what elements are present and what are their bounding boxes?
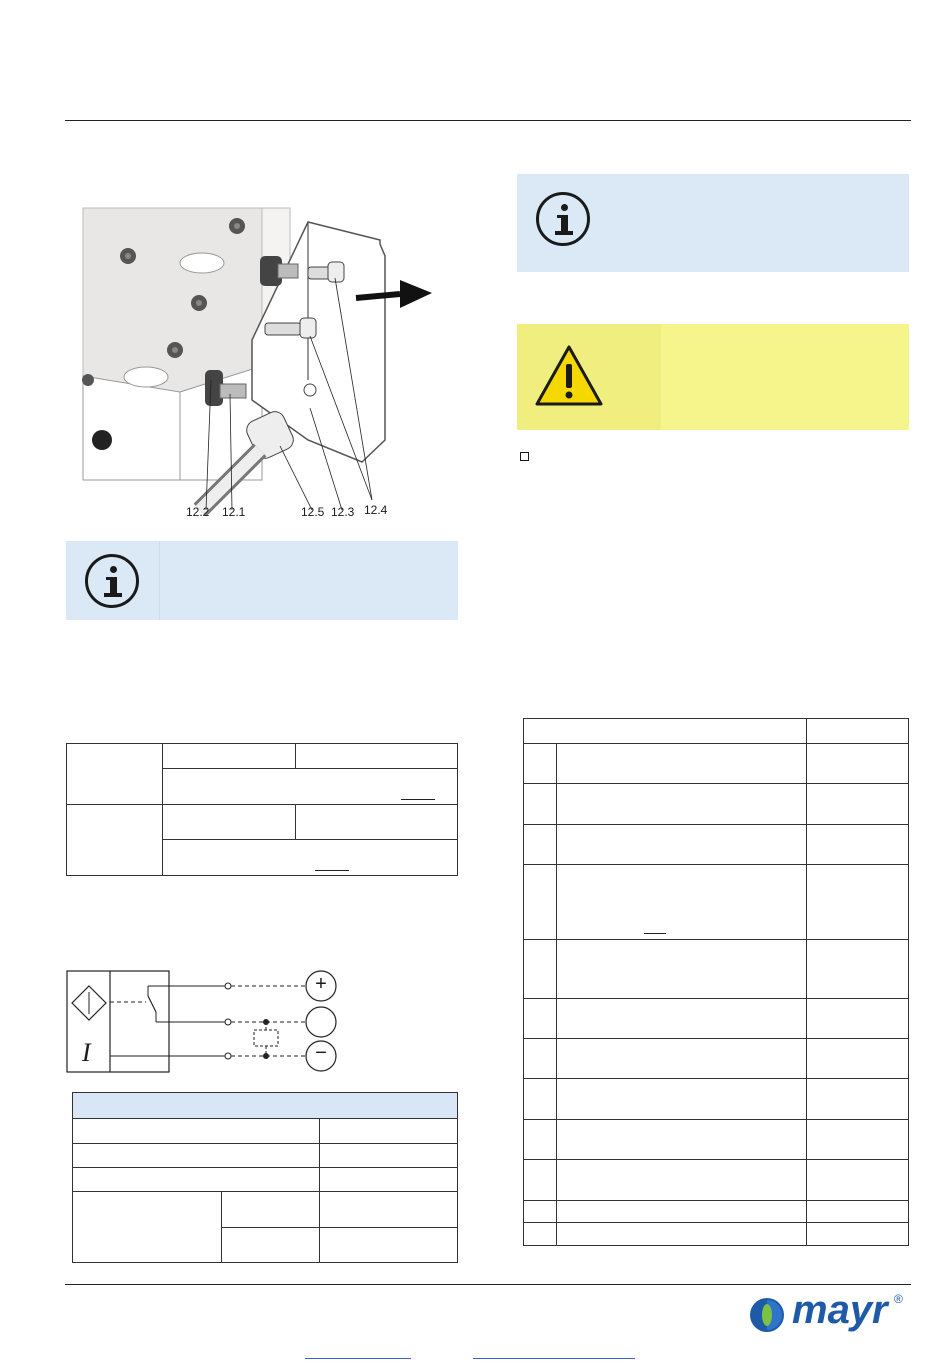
checklist-index <box>524 1120 557 1160</box>
checkbox-icon[interactable] <box>520 452 529 461</box>
checklist-index <box>524 1223 557 1246</box>
checklist-header <box>807 719 909 744</box>
spec-table-2-cell <box>73 1119 320 1144</box>
checklist-value <box>807 1160 909 1201</box>
spec-table-2-cell <box>73 1192 222 1263</box>
sensor-symbol: I <box>82 1038 91 1067</box>
checklist-index <box>524 825 557 865</box>
callout-12-1: 12.1 <box>222 505 246 519</box>
checklist-value <box>807 1201 909 1223</box>
spec-table-1-cell <box>163 840 458 876</box>
spec-table-1-row-header-2 <box>67 805 163 876</box>
spec-table-2-cell <box>222 1192 319 1228</box>
assembly-figure <box>80 200 440 530</box>
footer-rule <box>65 1284 911 1285</box>
warning-triangle-icon <box>534 344 604 408</box>
registered-mark: ® <box>894 1292 903 1306</box>
checklist-item <box>557 1039 807 1079</box>
checklist-value <box>807 1039 909 1079</box>
info-icon <box>536 192 590 246</box>
logo-text: mayr <box>792 1288 888 1332</box>
caution-box <box>517 324 909 430</box>
spec-table-1-cell <box>163 744 296 769</box>
overline-mark <box>401 799 435 800</box>
checklist-index <box>524 784 557 825</box>
spec-table-2-cell <box>319 1144 457 1168</box>
checklist-value <box>807 784 909 825</box>
checklist-value <box>807 865 909 940</box>
callout-12-3: 12.3 <box>331 505 355 519</box>
info-icon-divider <box>159 541 160 620</box>
spec-table-1-cell <box>296 805 458 840</box>
checklist-value <box>807 1079 909 1120</box>
assembly-drawing <box>80 200 440 530</box>
checklist-index <box>524 940 557 999</box>
info-note-right <box>517 174 909 272</box>
info-icon <box>85 554 139 608</box>
spec-table-2-cell <box>319 1119 457 1144</box>
checklist-index <box>524 865 557 940</box>
checklist-value <box>807 940 909 999</box>
footer-link-1[interactable] <box>305 1358 411 1359</box>
checklist-item <box>557 1223 807 1246</box>
checklist-index <box>524 744 557 784</box>
callout-12-4: 12.4 <box>364 503 388 517</box>
callout-12-2: 12.2 <box>186 505 210 519</box>
checklist-index <box>524 1201 557 1223</box>
checklist-item <box>557 865 807 940</box>
checklist-item <box>557 940 807 999</box>
spec-table-1-cell <box>296 744 458 769</box>
checklist-value <box>807 1223 909 1246</box>
checklist-table <box>523 718 909 1246</box>
checklist-item <box>557 825 807 865</box>
overline-mark <box>315 870 349 871</box>
spec-table-2-cell <box>73 1144 320 1168</box>
checklist-item <box>557 1079 807 1120</box>
checklist-index <box>524 1160 557 1201</box>
spec-table-2-cell <box>319 1168 457 1192</box>
footer-link-2[interactable] <box>473 1358 635 1359</box>
logo-mark-icon <box>748 1296 786 1334</box>
checklist-item <box>557 784 807 825</box>
terminal-plus: + <box>315 973 327 995</box>
spec-table-2 <box>72 1092 458 1263</box>
checklist-value <box>807 825 909 865</box>
checklist-item <box>557 1120 807 1160</box>
checklist-index <box>524 1079 557 1120</box>
checklist-index <box>524 999 557 1039</box>
checklist-value <box>807 744 909 784</box>
spec-table-2-cell <box>73 1168 320 1192</box>
mayr-logo <box>748 1290 918 1340</box>
spec-table-1-cell <box>163 769 458 805</box>
header-rule <box>65 120 911 121</box>
spec-table-2-cell <box>222 1228 319 1263</box>
checklist-item <box>557 1201 807 1223</box>
spec-table-1 <box>66 743 458 876</box>
spec-table-1-row-header-1 <box>67 744 163 805</box>
spec-table-2-header <box>73 1093 458 1119</box>
checklist-value <box>807 1120 909 1160</box>
wiring-diagram-svg <box>66 968 346 1076</box>
checklist-value <box>807 999 909 1039</box>
spec-table-1-cell <box>163 805 296 840</box>
spec-table-2-cell <box>319 1228 457 1263</box>
checklist-item <box>557 1160 807 1201</box>
checklist-index <box>524 1039 557 1079</box>
terminal-minus: − <box>315 1042 327 1064</box>
checklist-item <box>557 999 807 1039</box>
checklist-header <box>524 719 807 744</box>
info-note-left <box>66 541 458 620</box>
spec-table-2-cell <box>319 1192 457 1228</box>
wiring-diagram <box>66 968 346 1076</box>
overline-mark <box>644 933 666 934</box>
callout-12-5: 12.5 <box>301 505 325 519</box>
checklist-item <box>557 744 807 784</box>
